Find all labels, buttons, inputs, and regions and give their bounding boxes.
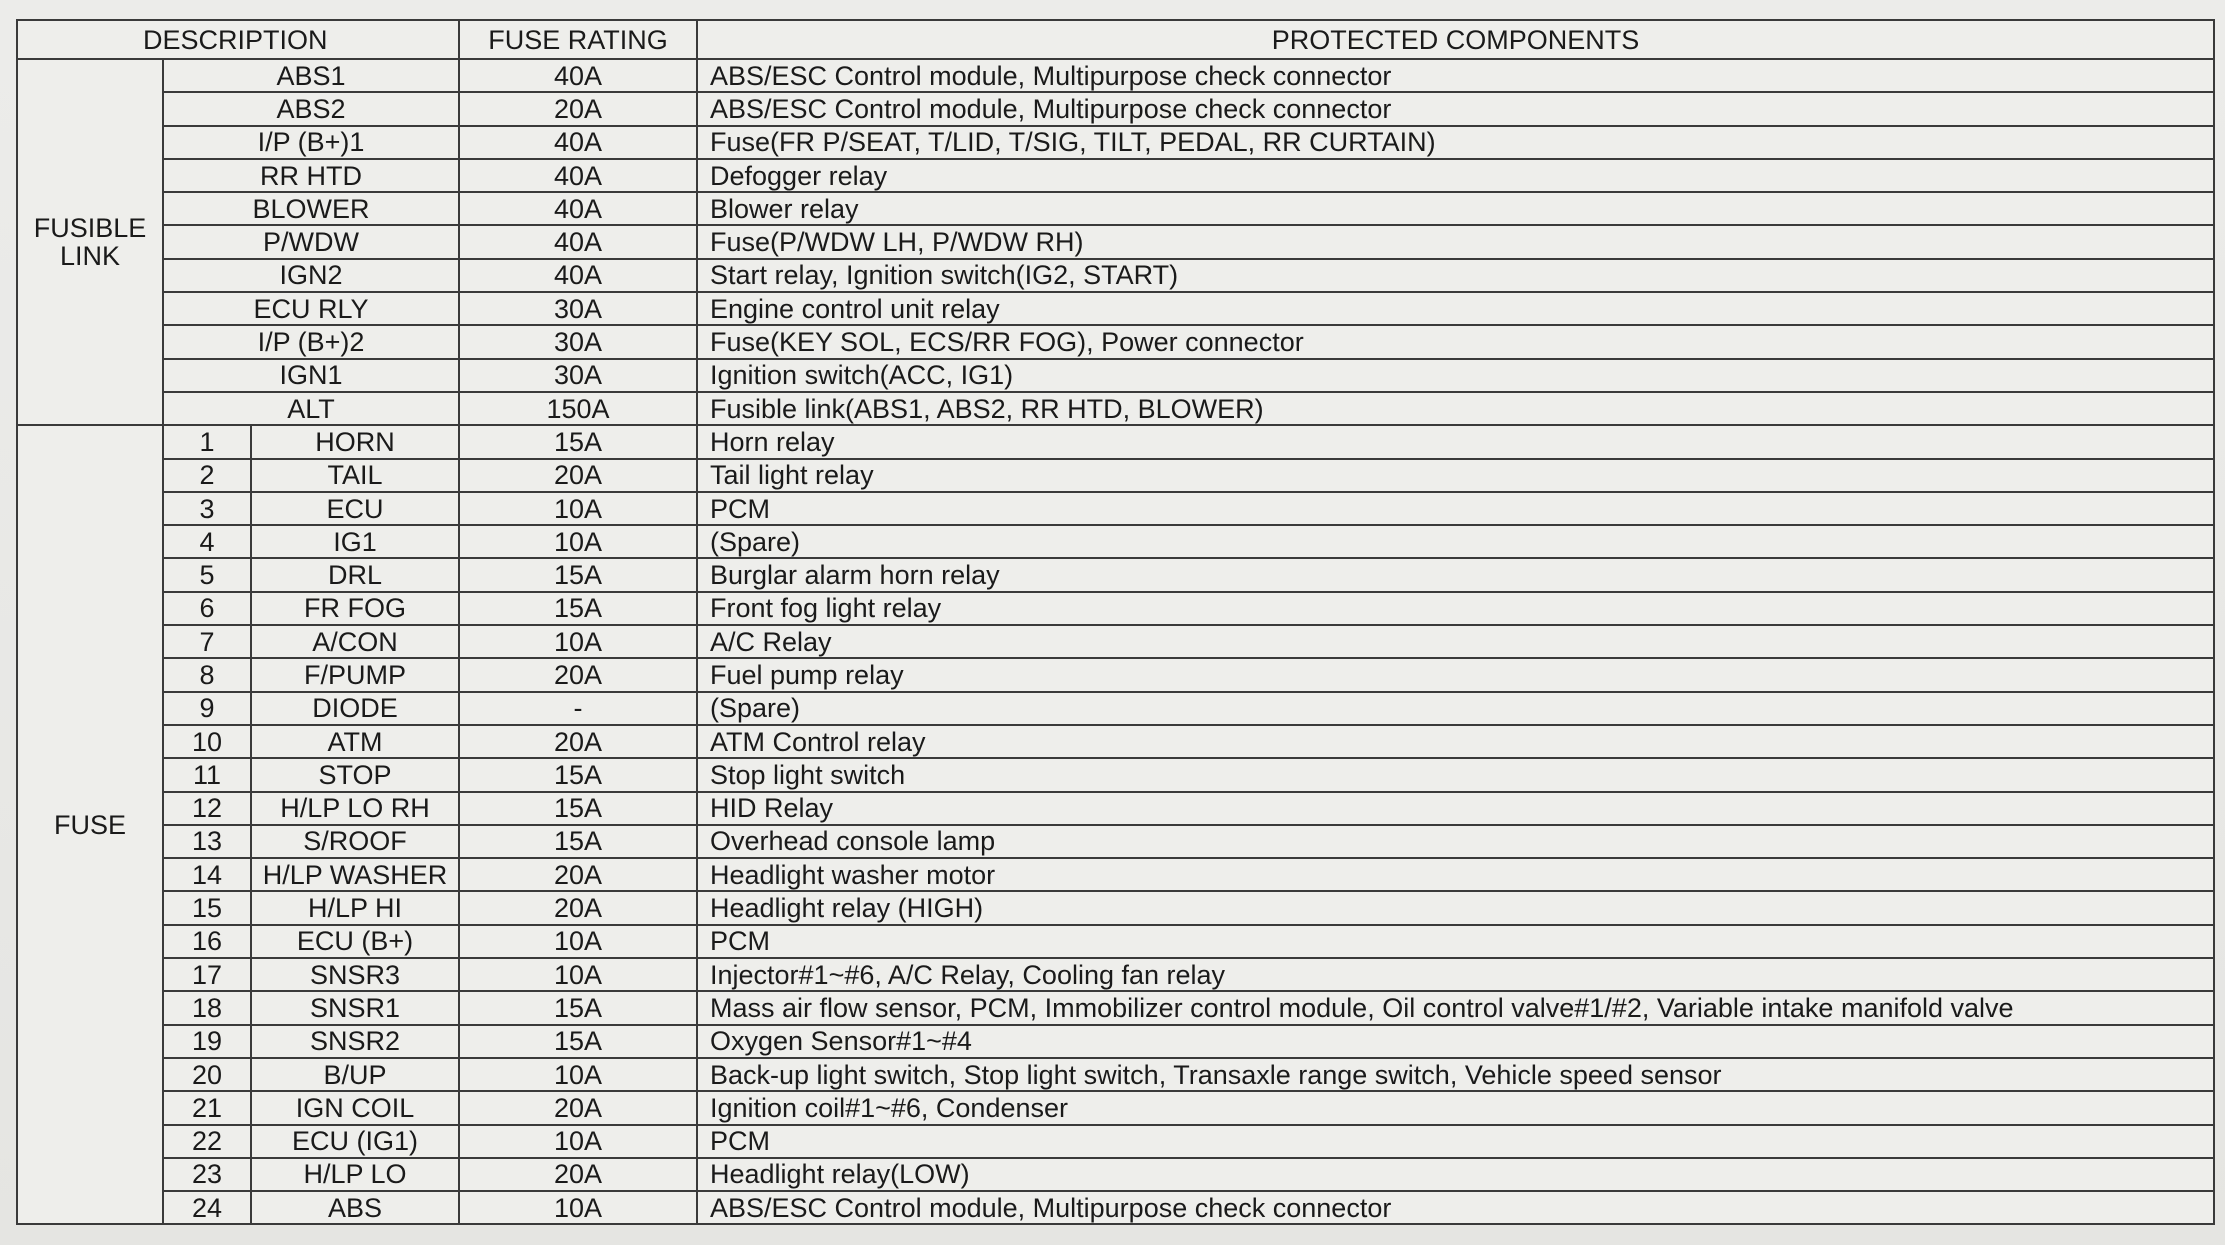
fuse-rating: 20A	[459, 658, 697, 691]
fuse-rating: 15A	[459, 991, 697, 1024]
fuse-rating: 15A	[459, 558, 697, 591]
protected-components: Headlight washer motor	[697, 858, 2214, 891]
protected-components: ABS/ESC Control module, Multipurpose check connector	[697, 1191, 2214, 1224]
fuse-name: DRL	[251, 558, 459, 591]
fuse-rating: 15A	[459, 1025, 697, 1058]
protected-components: Oxygen Sensor#1~#4	[697, 1025, 2214, 1058]
header-protected-components: PROTECTED COMPONENTS	[697, 20, 2214, 59]
protected-components: ATM Control relay	[697, 725, 2214, 758]
protected-components: Fusible link(ABS1, ABS2, RR HTD, BLOWER)	[697, 392, 2214, 425]
table-row	[17, 925, 2214, 958]
fuse-number: 24	[163, 1191, 251, 1224]
fuse-name: IGN2	[163, 259, 459, 292]
protected-components: (Spare)	[697, 525, 2214, 558]
fuse-name: STOP	[251, 758, 459, 791]
fuse-rating: 20A	[459, 1091, 697, 1124]
fuse-number: 15	[163, 891, 251, 924]
protected-components: Start relay, Ignition switch(IG2, START)	[697, 259, 2214, 292]
protected-components: Fuse(P/WDW LH, P/WDW RH)	[697, 225, 2214, 258]
fuse-number: 23	[163, 1158, 251, 1191]
table-row	[17, 1125, 2214, 1158]
fuse-rating: 10A	[459, 1191, 697, 1224]
fuse-number: 5	[163, 558, 251, 591]
protected-components: Horn relay	[697, 425, 2214, 458]
fuse-name: A/CON	[251, 625, 459, 658]
fuse-rating: -	[459, 692, 697, 725]
table-header-row	[17, 20, 2214, 59]
fuse-rating: 15A	[459, 758, 697, 791]
protected-components: Defogger relay	[697, 159, 2214, 192]
table-row	[17, 758, 2214, 791]
fuse-name: H/LP HI	[251, 891, 459, 924]
table-row	[17, 459, 2214, 492]
table-row	[17, 1025, 2214, 1058]
protected-components: (Spare)	[697, 692, 2214, 725]
protected-components: PCM	[697, 1125, 2214, 1158]
fuse-number: 4	[163, 525, 251, 558]
table-row	[17, 592, 2214, 625]
fuse-number: 6	[163, 592, 251, 625]
protected-components: PCM	[697, 492, 2214, 525]
fuse-rating: 150A	[459, 392, 697, 425]
fuse-number: 11	[163, 758, 251, 791]
table-row	[17, 425, 2214, 458]
fuse-name: ABS2	[163, 92, 459, 125]
table-row	[17, 159, 2214, 192]
fuse-table	[16, 19, 2215, 1225]
table-row	[17, 692, 2214, 725]
fuse-name: ABS1	[163, 59, 459, 92]
fuse-rating: 10A	[459, 492, 697, 525]
fuse-name: ECU RLY	[163, 292, 459, 325]
fuse-name: ECU (IG1)	[251, 1125, 459, 1158]
fuse-name: H/LP WASHER	[251, 858, 459, 891]
table-row	[17, 1191, 2214, 1224]
fuse-rating: 10A	[459, 525, 697, 558]
fuse-rating: 15A	[459, 825, 697, 858]
fuse-name: B/UP	[251, 1058, 459, 1091]
table-row	[17, 558, 2214, 591]
fuse-name: H/LP LO	[251, 1158, 459, 1191]
fuse-name: FR FOG	[251, 592, 459, 625]
fuse-rating: 40A	[459, 259, 697, 292]
fuse-rating: 10A	[459, 925, 697, 958]
table-row	[17, 792, 2214, 825]
table-row	[17, 325, 2214, 358]
fuse-name: I/P (B+)2	[163, 325, 459, 358]
protected-components: HID Relay	[697, 792, 2214, 825]
table-row	[17, 625, 2214, 658]
fuse-number: 12	[163, 792, 251, 825]
table-row	[17, 359, 2214, 392]
fuse-number: 10	[163, 725, 251, 758]
protected-components: Stop light switch	[697, 758, 2214, 791]
fuse-rating: 20A	[459, 92, 697, 125]
protected-components: Burglar alarm horn relay	[697, 558, 2214, 591]
fuse-rating: 40A	[459, 192, 697, 225]
group-label-fuse: FUSE	[17, 425, 163, 1224]
fuse-rating: 40A	[459, 126, 697, 159]
fuse-name: ECU (B+)	[251, 925, 459, 958]
fuse-name: ECU	[251, 492, 459, 525]
protected-components: Tail light relay	[697, 459, 2214, 492]
fuse-rating: 20A	[459, 725, 697, 758]
fuse-name: ABS	[251, 1191, 459, 1224]
fuse-rating: 40A	[459, 159, 697, 192]
table-row	[17, 891, 2214, 924]
fuse-number: 8	[163, 658, 251, 691]
table-row	[17, 192, 2214, 225]
fuse-name: IGN COIL	[251, 1091, 459, 1124]
protected-components: Fuel pump relay	[697, 658, 2214, 691]
fuse-rating: 15A	[459, 792, 697, 825]
fuse-rating: 10A	[459, 1058, 697, 1091]
protected-components: ABS/ESC Control module, Multipurpose check connector	[697, 59, 2214, 92]
protected-components: Blower relay	[697, 192, 2214, 225]
fuse-name: ATM	[251, 725, 459, 758]
protected-components: Front fog light relay	[697, 592, 2214, 625]
fuse-name: S/ROOF	[251, 825, 459, 858]
fuse-rating: 15A	[459, 425, 697, 458]
protected-components: Headlight relay (HIGH)	[697, 891, 2214, 924]
fuse-number: 20	[163, 1058, 251, 1091]
fuse-rating: 10A	[459, 1125, 697, 1158]
fuse-rating: 30A	[459, 325, 697, 358]
fuse-name: TAIL	[251, 459, 459, 492]
fuse-rating: 30A	[459, 359, 697, 392]
table-row	[17, 225, 2214, 258]
fuse-rating: 15A	[459, 592, 697, 625]
table-row	[17, 392, 2214, 425]
fuse-rating: 20A	[459, 858, 697, 891]
table-row	[17, 1091, 2214, 1124]
fuse-name: DIODE	[251, 692, 459, 725]
table-row	[17, 725, 2214, 758]
fuse-name: F/PUMP	[251, 658, 459, 691]
fuse-name: IGN1	[163, 359, 459, 392]
fuse-name: H/LP LO RH	[251, 792, 459, 825]
fuse-name: IG1	[251, 525, 459, 558]
fuse-name: I/P (B+)1	[163, 126, 459, 159]
fuse-number: 1	[163, 425, 251, 458]
fuse-number: 3	[163, 492, 251, 525]
protected-components: ABS/ESC Control module, Multipurpose check connector	[697, 92, 2214, 125]
fuse-number: 7	[163, 625, 251, 658]
table-body	[17, 59, 2214, 1224]
table-row	[17, 525, 2214, 558]
table-row	[17, 958, 2214, 991]
protected-components: Overhead console lamp	[697, 825, 2214, 858]
fuse-name: SNSR2	[251, 1025, 459, 1058]
protected-components: Fuse(KEY SOL, ECS/RR FOG), Power connector	[697, 325, 2214, 358]
protected-components: Ignition coil#1~#6, Condenser	[697, 1091, 2214, 1124]
fuse-rating: 10A	[459, 958, 697, 991]
fuse-name: P/WDW	[163, 225, 459, 258]
table-row	[17, 858, 2214, 891]
fuse-number: 19	[163, 1025, 251, 1058]
fuse-rating: 10A	[459, 625, 697, 658]
fuse-name: HORN	[251, 425, 459, 458]
protected-components: Ignition switch(ACC, IG1)	[697, 359, 2214, 392]
table-row	[17, 658, 2214, 691]
table-row	[17, 92, 2214, 125]
table-row	[17, 492, 2214, 525]
fuse-rating: 30A	[459, 292, 697, 325]
fuse-name: SNSR3	[251, 958, 459, 991]
fuse-number: 14	[163, 858, 251, 891]
table-row	[17, 1058, 2214, 1091]
fuse-rating: 40A	[459, 59, 697, 92]
protected-components: Mass air flow sensor, PCM, Immobilizer control module, Oil control valve#1/#2, Variable intake manifold valve	[697, 991, 2214, 1024]
protected-components: Back-up light switch, Stop light switch, Transaxle range switch, Vehicle speed sensor	[697, 1058, 2214, 1091]
fuse-number: 13	[163, 825, 251, 858]
protected-components: Fuse(FR P/SEAT, T/LID, T/SIG, TILT, PEDAL, RR CURTAIN)	[697, 126, 2214, 159]
group-label-fusible-link: FUSIBLE LINK	[17, 59, 163, 425]
protected-components: A/C Relay	[697, 625, 2214, 658]
fuse-number: 9	[163, 692, 251, 725]
fuse-number: 17	[163, 958, 251, 991]
fuse-name: BLOWER	[163, 192, 459, 225]
fuse-rating: 40A	[459, 225, 697, 258]
table-row	[17, 59, 2214, 92]
table-row	[17, 825, 2214, 858]
table-row	[17, 991, 2214, 1024]
header-fuse-rating: FUSE RATING	[459, 20, 697, 59]
table-row	[17, 126, 2214, 159]
protected-components: Engine control unit relay	[697, 292, 2214, 325]
protected-components: Headlight relay(LOW)	[697, 1158, 2214, 1191]
fuse-rating: 20A	[459, 459, 697, 492]
fuse-number: 16	[163, 925, 251, 958]
fuse-name: ALT	[163, 392, 459, 425]
fuse-rating: 20A	[459, 1158, 697, 1191]
fuse-rating: 20A	[459, 891, 697, 924]
table-row	[17, 1158, 2214, 1191]
protected-components: PCM	[697, 925, 2214, 958]
fuse-number: 22	[163, 1125, 251, 1158]
table-row	[17, 292, 2214, 325]
fuse-name: RR HTD	[163, 159, 459, 192]
protected-components: Injector#1~#6, A/C Relay, Cooling fan relay	[697, 958, 2214, 991]
fuse-name: SNSR1	[251, 991, 459, 1024]
fuse-number: 21	[163, 1091, 251, 1124]
fuse-number: 18	[163, 991, 251, 1024]
fuse-number: 2	[163, 459, 251, 492]
header-description: DESCRIPTION	[17, 20, 459, 59]
table-row	[17, 259, 2214, 292]
